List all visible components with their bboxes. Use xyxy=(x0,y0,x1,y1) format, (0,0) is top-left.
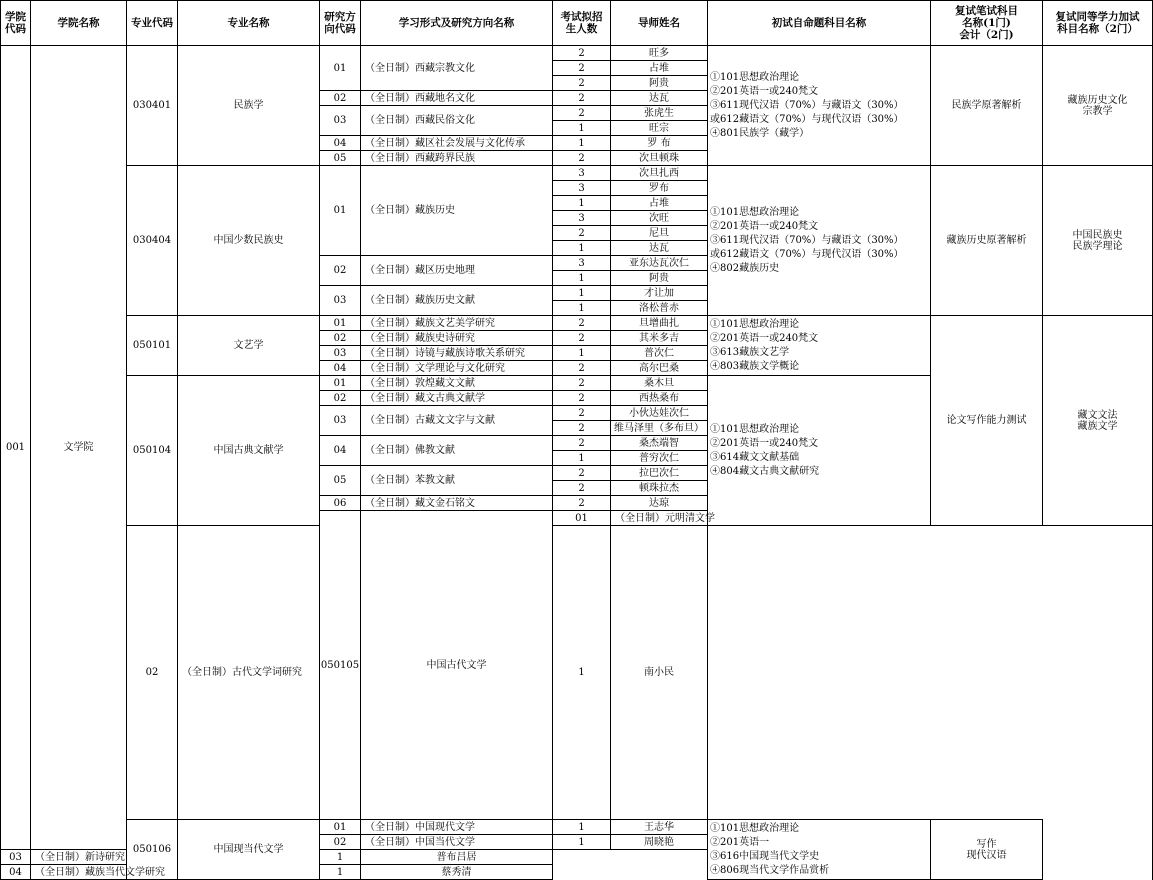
direction-code-cell: 04 xyxy=(320,436,361,466)
header-quota: 考试拟招 生人数 xyxy=(553,1,611,46)
quota-cell: 3 xyxy=(553,211,611,226)
quota-cell: 2 xyxy=(553,406,611,421)
quota-cell: 1 xyxy=(553,301,611,316)
tutor-cell: 普布吕居 xyxy=(361,850,553,865)
quota-cell: 2 xyxy=(553,361,611,376)
tutor-cell: 小伙达娃次仁 xyxy=(611,406,708,421)
tutor-cell: 达琼 xyxy=(611,496,708,511)
direction-code-cell: 03 xyxy=(320,106,361,136)
tutor-cell: 阿贵 xyxy=(611,271,708,286)
direction-code-cell: 05 xyxy=(320,466,361,496)
direction-code-cell: 01 xyxy=(320,46,361,91)
direction-code-cell: 02 xyxy=(320,391,361,406)
header-major-code: 专业代码 xyxy=(127,1,178,46)
header-exam-subjects: 初试自命题科目名称 xyxy=(708,1,931,46)
major-code-cell: 050104 xyxy=(127,376,178,526)
quota-cell: 1 xyxy=(553,196,611,211)
direction-name-cell: （全日制）藏文金石铭文 xyxy=(361,496,553,511)
quota-cell: 1 xyxy=(553,121,611,136)
tutor-cell: 张虎生 xyxy=(611,106,708,121)
quota-cell: 1 xyxy=(320,865,361,880)
college-code-cell: 001 xyxy=(1,46,31,850)
extra-subjects-cell: 中国民族史 民族学理论 xyxy=(1043,166,1153,316)
major-name-cell: 中国现当代文学 xyxy=(178,820,320,880)
quota-cell: 2 xyxy=(553,76,611,91)
tutor-cell: 南小民 xyxy=(611,526,708,820)
major-code-cell: 050106 xyxy=(127,820,178,880)
direction-name-cell: （全日制）诗镜与藏族诗歌关系研究 xyxy=(361,346,553,361)
major-name-cell: 中国古典文献学 xyxy=(178,376,320,526)
direction-code-cell: 04 xyxy=(320,361,361,376)
direction-name-cell: （全日制）文学理论与文化研究 xyxy=(361,361,553,376)
tutor-cell: 次旦顿珠 xyxy=(611,151,708,166)
direction-name-cell: （全日制）藏族史诗研究 xyxy=(361,331,553,346)
quota-cell: 2 xyxy=(553,331,611,346)
direction-code-cell: 01 xyxy=(320,820,361,835)
tutor-cell: 尼旦 xyxy=(611,226,708,241)
direction-code-cell: 03 xyxy=(320,286,361,316)
header-retest-subjects: 复试笔试科目 名称(1门) 会计（2门) xyxy=(931,1,1043,46)
tutor-cell: 蔡秀清 xyxy=(361,865,553,880)
quota-cell: 2 xyxy=(553,436,611,451)
major-code-cell: 050101 xyxy=(127,316,178,376)
tutor-cell: 顿珠拉杰 xyxy=(611,481,708,496)
direction-name-cell: （全日制）佛教文献 xyxy=(361,436,553,466)
direction-name-cell: （全日制）藏区历史地理 xyxy=(361,256,553,286)
direction-name-cell: （全日制）敦煌藏文文献 xyxy=(361,376,553,391)
quota-cell: 2 xyxy=(553,391,611,406)
header-tutor: 导师姓名 xyxy=(611,1,708,46)
exam-subjects-cell: ①101思想政治理论 ②201英语一 ③616中国现当代文学史 ④806现当代文学作品赏析 xyxy=(708,820,931,880)
direction-code-cell: 05 xyxy=(320,151,361,166)
direction-name-cell: （全日制）西藏民俗文化 xyxy=(361,106,553,136)
direction-name-cell: （全日制）藏族当代文学研究 xyxy=(31,865,127,880)
direction-code-cell: 03 xyxy=(1,850,31,865)
tutor-cell: 普穷次仁 xyxy=(611,451,708,466)
tutor-cell: 旺宗 xyxy=(611,121,708,136)
tutor-cell: 维马泽里（多布旦） xyxy=(611,421,708,436)
quota-cell: 3 xyxy=(553,166,611,181)
direction-name-cell: （全日制）中国当代文学 xyxy=(361,835,553,850)
direction-code-cell: 03 xyxy=(320,406,361,436)
quota-cell: 2 xyxy=(553,91,611,106)
direction-code-cell: 04 xyxy=(320,136,361,151)
quota-cell: 2 xyxy=(553,466,611,481)
quota-cell: 1 xyxy=(553,526,611,820)
direction-name-cell: （全日制）藏族历史文献 xyxy=(361,286,553,316)
major-name-cell: 中国少数民族史 xyxy=(178,166,320,316)
college-name-cell: 文学院 xyxy=(31,46,127,850)
exam-subjects-cell: ①101思想政治理论 ②201英语一或240梵文 ③611现代汉语（70%）与藏语文（30%） 或612藏语文（70%）与现代汉语（30%） ④801民族学（藏学） xyxy=(708,46,931,166)
header-study-form: 学习形式及研究方向名称 xyxy=(361,1,553,46)
header-college-name: 学院名称 xyxy=(31,1,127,46)
header-row xyxy=(1,1,1153,46)
quota-cell: 1 xyxy=(553,271,611,286)
table-row xyxy=(1,46,1153,61)
direction-code-cell: 06 xyxy=(320,496,361,511)
quota-cell: 2 xyxy=(553,46,611,61)
direction-name-cell: （全日制）藏族文艺美学研究 xyxy=(361,316,553,331)
tutor-cell: 普次仁 xyxy=(611,346,708,361)
direction-code-cell: 03 xyxy=(320,346,361,361)
quota-cell: 2 xyxy=(553,376,611,391)
quota-cell: 3 xyxy=(553,256,611,271)
direction-name-cell: （全日制）苯教文献 xyxy=(361,466,553,496)
quota-cell: 1 xyxy=(553,451,611,466)
exam-subjects-cell: ①101思想政治理论 ②201英语一或240梵文 ③614藏文文献基础 ④804藏文古典文献研究 xyxy=(708,376,931,526)
quota-cell: 1 xyxy=(553,136,611,151)
exam-subjects-cell: ①101思想政治理论 ②201英语一或240梵文 ③611现代汉语（70%）与藏语文（30%） 或612藏语文（70%）与现代汉语（30%） ④802藏族历史 xyxy=(708,166,931,316)
header-direction-code: 研究方 向代码 xyxy=(320,1,361,46)
tutor-cell: 达瓦 xyxy=(611,241,708,256)
tutor-cell: 旺多 xyxy=(611,46,708,61)
major-name-cell: 中国古代文学 xyxy=(361,511,553,820)
quota-cell: 2 xyxy=(553,106,611,121)
direction-code-cell: 02 xyxy=(320,256,361,286)
tutor-cell: 其米多吉 xyxy=(611,331,708,346)
tutor-cell: 周晓艳 xyxy=(611,835,708,850)
major-name-cell: 民族学 xyxy=(178,46,320,166)
direction-code-cell: 02 xyxy=(320,835,361,850)
quota-cell: 1 xyxy=(553,346,611,361)
direction-code-cell: 01 xyxy=(320,166,361,256)
header-extra-subjects: 复试同等学力加试 科目名称（2门） xyxy=(1043,1,1153,46)
exam-subjects-cell: ①101思想政治理论 ②201英语一或240梵文 ③613藏族文艺学 ④803藏族文学概论 xyxy=(708,316,931,376)
tutor-cell: 拉巴次仁 xyxy=(611,466,708,481)
tutor-cell: 桑木旦 xyxy=(611,376,708,391)
direction-code-cell: 04 xyxy=(1,865,31,880)
tutor-cell: 次旺 xyxy=(611,211,708,226)
table-row xyxy=(1,316,1153,331)
quota-cell: 2 xyxy=(553,226,611,241)
quota-cell: 1 xyxy=(553,835,611,850)
tutor-cell: 西热桑布 xyxy=(611,391,708,406)
quota-cell: 2 xyxy=(553,61,611,76)
direction-name-cell: （全日制）藏区社会发展与文化传承 xyxy=(361,136,553,151)
direction-name-cell: （全日制）新诗研究 xyxy=(31,850,127,865)
direction-code-cell: 01 xyxy=(320,376,361,391)
quota-cell: 1 xyxy=(553,286,611,301)
quota-cell: 3 xyxy=(553,181,611,196)
tutor-cell: 达瓦 xyxy=(611,91,708,106)
tutor-cell: 王志华 xyxy=(611,820,708,835)
quota-cell: 2 xyxy=(553,316,611,331)
quota-cell: 1 xyxy=(553,820,611,835)
tutor-cell: 桑杰端智 xyxy=(611,436,708,451)
tutor-cell: 高尔巴桑 xyxy=(611,361,708,376)
tutor-cell: 次旦扎西 xyxy=(611,166,708,181)
header-major-name: 专业名称 xyxy=(178,1,320,46)
direction-name-cell: （全日制）藏文古典文献学 xyxy=(361,391,553,406)
quota-cell: 2 xyxy=(553,481,611,496)
table-row xyxy=(1,526,1153,790)
tutor-cell: 旦增曲扎 xyxy=(611,316,708,331)
direction-name-cell: （全日制）藏族历史 xyxy=(361,166,553,256)
quota-cell: 1 xyxy=(553,241,611,256)
major-code-cell: 030404 xyxy=(127,166,178,316)
direction-name-cell: （全日制）古藏文文字与文献 xyxy=(361,406,553,436)
direction-name-cell: （全日制）古代文学词研究 xyxy=(178,526,320,820)
major-code-cell: 050105 xyxy=(320,511,361,820)
quota-cell: 2 xyxy=(553,151,611,166)
retest-subject-cell: 藏族历史原著解析 xyxy=(931,166,1043,316)
header-college-code: 学院 代码 xyxy=(1,1,31,46)
tutor-cell: 占堆 xyxy=(611,196,708,211)
direction-name-cell: （全日制）中国现代文学 xyxy=(361,820,553,835)
major-name-cell: 文艺学 xyxy=(178,316,320,376)
quota-cell: 2 xyxy=(553,496,611,511)
tutor-cell: 亚东达瓦次仁 xyxy=(611,256,708,271)
direction-name-cell: （全日制）西藏跨界民族 xyxy=(361,151,553,166)
table-row xyxy=(1,166,1153,181)
direction-name-cell: （全日制）西藏宗教文化 xyxy=(361,46,553,91)
tutor-cell: 罗布 xyxy=(611,181,708,196)
direction-name-cell: （全日制）元明清文学 xyxy=(611,511,708,526)
major-code-cell: 030401 xyxy=(127,46,178,166)
tutor-cell: 占堆 xyxy=(611,61,708,76)
direction-code-cell: 02 xyxy=(320,91,361,106)
tutor-cell: 罗 布 xyxy=(611,136,708,151)
direction-code-cell: 02 xyxy=(320,331,361,346)
retest-subject-cell: 论文写作能力测试 xyxy=(931,316,1043,526)
direction-code-cell: 01 xyxy=(320,316,361,331)
tutor-cell: 洛松普赤 xyxy=(611,301,708,316)
extra-subjects-cell: 写作 现代汉语 xyxy=(931,820,1043,880)
extra-subjects-cell: 藏文文法 藏族文学 xyxy=(1043,316,1153,526)
direction-code-cell: 01 xyxy=(553,511,611,526)
tutor-cell: 才让加 xyxy=(611,286,708,301)
tutor-cell: 阿贵 xyxy=(611,76,708,91)
quota-cell: 1 xyxy=(320,850,361,865)
table-row xyxy=(1,820,1153,835)
retest-subject-cell: 民族学原著解析 xyxy=(931,46,1043,166)
quota-cell: 2 xyxy=(553,421,611,436)
direction-name-cell: （全日制）西藏地名文化 xyxy=(361,91,553,106)
direction-code-cell: 02 xyxy=(127,526,178,820)
extra-subjects-cell: 藏族历史文化 宗教学 xyxy=(1043,46,1153,166)
